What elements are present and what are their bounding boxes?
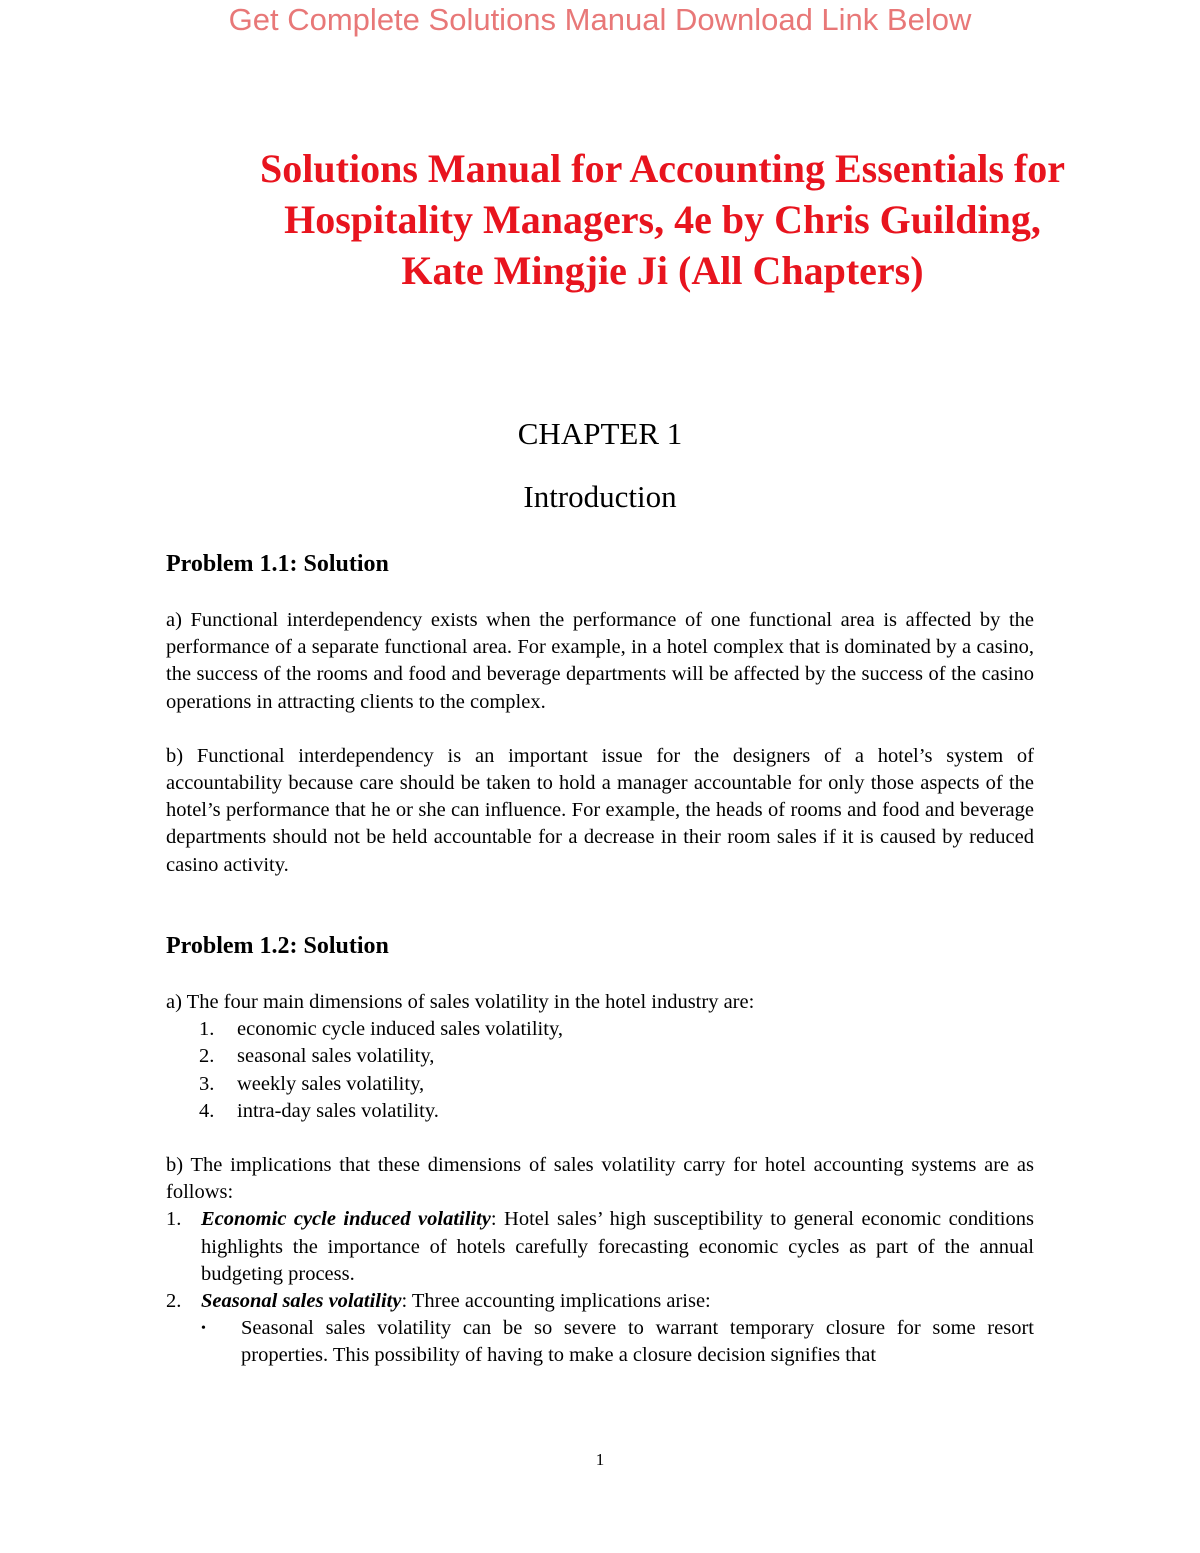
implication-text: : Three accounting implications arise: <box>401 1290 711 1313</box>
sales-volatility-dimensions-list <box>166 1016 1034 1125</box>
problem-1-1-heading: Problem 1.1: Solution <box>166 551 389 577</box>
bullet-icon: • <box>201 1321 206 1337</box>
problem-1-2-section <box>166 930 1034 1370</box>
list-item-number: 1. <box>166 1208 182 1231</box>
list-item-number: 2. <box>166 1290 182 1313</box>
bullet-item <box>201 1315 1034 1369</box>
list-item-number: 2. <box>199 1045 215 1068</box>
implication-text: : Hotel sales’ high susceptibility to general economic conditions highlights the importance of hotels carefully forecasting economic cycles as part of the annual budgeting process. <box>201 1208 1034 1285</box>
list-item <box>166 1288 1034 1370</box>
problem-1-2-heading: Problem 1.2: Solution <box>166 933 389 959</box>
list-item-number: 1. <box>199 1018 215 1041</box>
list-item <box>166 1043 1034 1070</box>
page-number: 1 <box>595 1450 605 1469</box>
accounting-implications-list <box>166 1206 1034 1369</box>
problem-1-1-part-a: a) Functional interdependency exists when the performance of one functional area is affected by the performance of a separate functional area. For example, in a hotel complex that is dominated by a casino, the success of the rooms and food and beverage departments will be affected by the success of the casino operations in attracting clients to the complex. <box>166 609 1034 713</box>
chapter-number: CHAPTER 1 <box>517 416 683 451</box>
list-item-number: 3. <box>199 1072 215 1095</box>
chapter-title: Introduction <box>523 479 677 514</box>
problem-1-2-part-a-intro: a) The four main dimensions of sales volatility in the hotel industry are: <box>166 991 755 1013</box>
list-item-number: 4. <box>199 1099 215 1122</box>
list-item-text: intra-day sales volatility. <box>237 1099 439 1122</box>
problem-1-1-part-b: b) Functional interdependency is an important issue for the designers of a hotel’s system of accountability because care should be taken to hold a manager accountable for only those aspects of the hotel’s performance that he or she can influence. For example, the heads of rooms and food and beverage departments should not be held accountable for a decrease in their room sales if it is caused by reduced casino activity. <box>166 744 1034 876</box>
download-banner: Get Complete Solutions Manual Download Link Below <box>228 2 972 37</box>
bullet-text: Seasonal sales volatility can be so severe to warrant temporary closure for some resort properties. This possibility of having to make a closure decision signifies that <box>241 1317 1034 1367</box>
list-item <box>166 1098 1034 1125</box>
book-title-line-2: Hospitality Managers, 4e by Chris Guilding, <box>284 197 1041 242</box>
list-item <box>166 1016 1034 1043</box>
list-item-text: seasonal sales volatility, <box>237 1045 435 1068</box>
list-item-text: weekly sales volatility, <box>237 1072 425 1095</box>
list-item-text: economic cycle induced sales volatility, <box>237 1018 563 1041</box>
problem-1-1-section <box>166 548 1034 879</box>
seasonal-implications-bullets <box>201 1315 1034 1369</box>
book-title <box>215 143 1110 296</box>
problem-1-2-part-b-intro: b) The implications that these dimensions of sales volatility carry for hotel accounting systems are as follows: <box>166 1154 1034 1204</box>
list-item <box>166 1071 1034 1098</box>
book-title-line-3: Kate Mingjie Ji (All Chapters) <box>401 248 924 293</box>
book-title-line-1: Solutions Manual for Accounting Essentials for <box>260 146 1065 191</box>
implication-term: Seasonal sales volatility <box>201 1290 402 1313</box>
list-item <box>166 1206 1034 1288</box>
implication-term: Economic cycle induced volatility <box>201 1208 491 1231</box>
